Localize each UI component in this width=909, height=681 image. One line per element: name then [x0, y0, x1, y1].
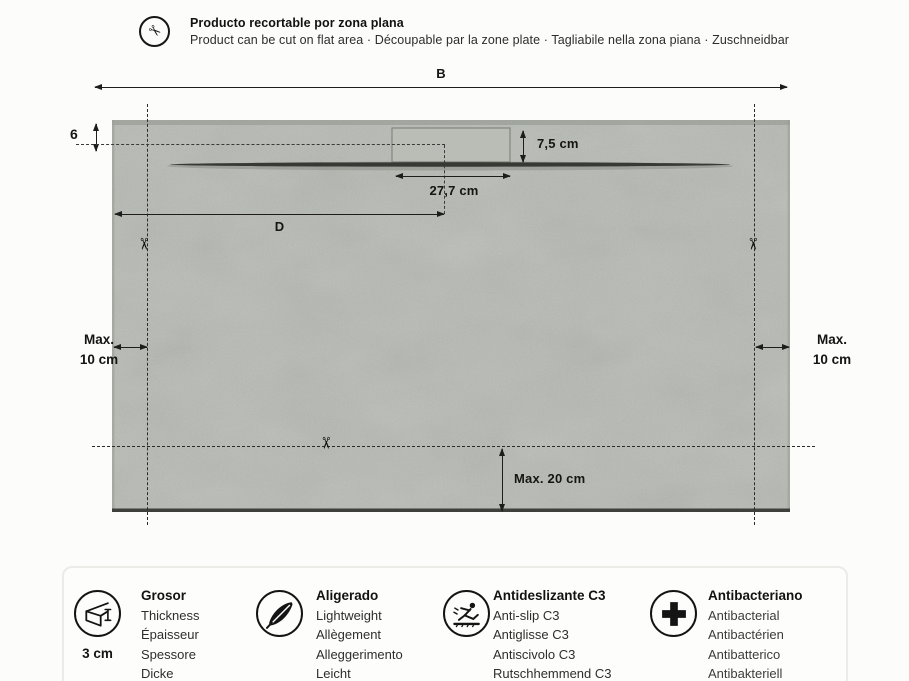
- thickness-badge: [74, 590, 121, 637]
- tray-top-shade: [112, 120, 790, 125]
- edge-reference-line: [76, 144, 445, 145]
- feature-label: Alleggerimento: [316, 646, 403, 662]
- cut-line-left: [147, 104, 148, 525]
- shower-tray: [112, 120, 790, 512]
- cuttable-badge: [139, 16, 170, 47]
- feature-label: Aligerado: [316, 588, 379, 603]
- dim-label-drain-width: 27,7 cm: [429, 183, 479, 198]
- antibacterial-icon: [657, 597, 691, 631]
- feature-label: Dicke: [141, 666, 174, 681]
- feature-label: Antibakteriell: [708, 666, 783, 681]
- anti-slip-badge: [443, 590, 490, 637]
- feature-label: Antibatterico: [708, 646, 781, 662]
- feature-label: Antideslizante C3: [493, 588, 606, 603]
- feature-label: Grosor: [141, 588, 187, 603]
- scissors-icon: ✂: [316, 436, 334, 450]
- header-subtitle: Product can be cut on flat area · Découpable par la zone plate · Tagliabile nella zona piana · Zuschneidbar: [190, 33, 790, 47]
- dim-label-edge: 6: [70, 126, 78, 142]
- max-left-line2: 10 cm: [79, 352, 119, 367]
- feature-label: Antibacteriano: [708, 588, 803, 603]
- drain-cover: [392, 128, 510, 162]
- max-left-line1: Max.: [83, 332, 114, 347]
- dim-arrow-edge: [96, 124, 97, 151]
- thickness-labels: [141, 586, 200, 681]
- max-right-line1: Max.: [816, 332, 847, 347]
- feature-label: Allègement: [316, 627, 382, 643]
- feature-label: Antibactérien: [708, 627, 784, 643]
- feature-label: Antibacterial: [708, 607, 780, 623]
- feature-label: Épaisseur: [141, 627, 199, 643]
- scissors-icon: ✂: [144, 20, 165, 43]
- dim-label-drain-height: 7,5 cm: [537, 136, 579, 151]
- thickness-icon: [80, 596, 116, 632]
- header-title: Producto recortable por zona plana: [190, 16, 404, 30]
- antibacterial-badge: [650, 590, 697, 637]
- max-trim-bottom-label: Max. 20 cm: [514, 471, 586, 486]
- cut-line-bottom: [92, 446, 815, 447]
- max-trim-right-label: [797, 330, 867, 370]
- dim-label-b: B: [436, 66, 446, 81]
- dim-label-d: D: [274, 219, 285, 234]
- feature-label: Thickness: [141, 607, 200, 623]
- lightweight-labels: [316, 586, 403, 681]
- tray-bottom-edge: [112, 509, 790, 513]
- drain-reference-line: [444, 145, 445, 214]
- feather-icon: [262, 596, 298, 632]
- max-trim-left-arrow: [114, 347, 147, 348]
- feature-label: Antiglisse C3: [493, 627, 569, 643]
- anti-slip-icon: [449, 596, 485, 632]
- scissors-icon: ✂: [134, 237, 152, 251]
- feature-label: Leicht: [316, 666, 351, 681]
- feature-label: Rutschhemmend C3: [493, 666, 612, 681]
- dim-arrow-drain-height: [523, 131, 524, 162]
- cut-line-right: [754, 104, 755, 525]
- max-trim-left-label: [64, 330, 134, 370]
- max-trim-right-arrow: [756, 347, 789, 348]
- feature-label: Anti-slip C3: [493, 607, 560, 623]
- feature-label: Spessore: [141, 646, 196, 662]
- feature-label: Antiscivolo C3: [493, 646, 576, 662]
- scissors-icon: ✂: [743, 237, 761, 251]
- max-trim-bottom-arrow: [502, 449, 503, 511]
- drain-slot: [170, 162, 730, 166]
- lightweight-badge: [256, 590, 303, 637]
- antibacterial-labels: [708, 586, 803, 681]
- thickness-value: 3 cm: [82, 646, 113, 661]
- anti-slip-labels: [493, 586, 612, 681]
- max-right-line2: 10 cm: [812, 352, 852, 367]
- dim-arrow-b: [95, 87, 787, 88]
- dim-arrow-d: [115, 214, 444, 215]
- feature-label: Lightweight: [316, 607, 382, 623]
- dim-arrow-drain-width: [396, 176, 510, 177]
